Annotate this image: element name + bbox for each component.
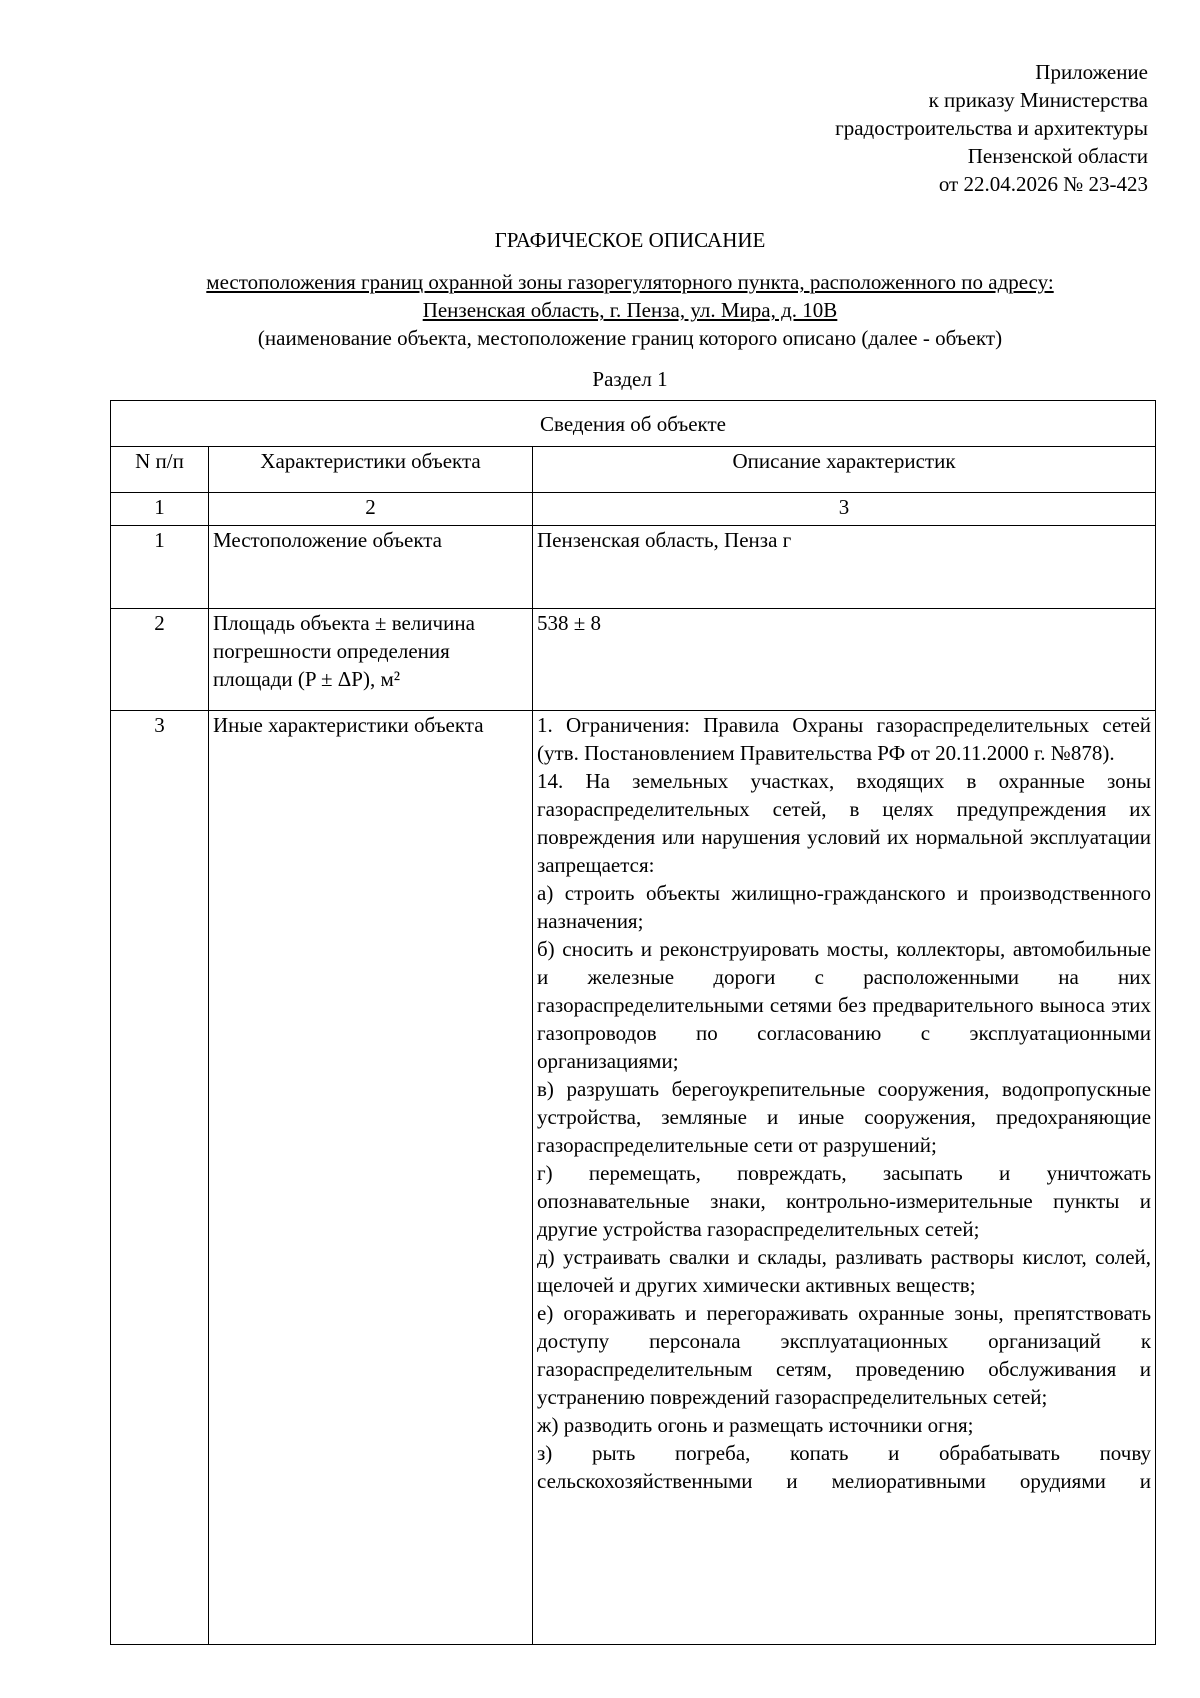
row-number: 2 bbox=[111, 609, 209, 711]
restrictions-description bbox=[533, 711, 1156, 1645]
header-characteristic: Характеристики объекта bbox=[209, 447, 533, 493]
restriction-item: г) перемещать, повреждать, засыпать и уничтожать опознавательные знаки, контрольно-измерительные пункты и другие устройства газораспределительных сетей; bbox=[537, 1161, 1152, 1241]
column-number-row bbox=[111, 493, 1156, 526]
object-name-line1: местоположения границ охранной зоны газорегуляторного пункта, расположенного по адресу: bbox=[206, 270, 1054, 294]
restriction-item: а) строить объекты жилищно-гражданского и производственного назначения; bbox=[537, 881, 1152, 933]
object-address: Пензенская область, г. Пенза, ул. Мира, д. 10В bbox=[422, 298, 838, 322]
row-characteristic: Иные характеристики объекта bbox=[209, 711, 533, 1645]
restriction-paragraph: 14. На земельных участках, входящих в охранные зоны газораспределительных сетей, в целях предупреждения их повреждения или нарушения условий их нормальной эксплуатации запрещается: bbox=[537, 769, 1152, 877]
appendix-line: Пензенской области bbox=[967, 144, 1148, 168]
appendix-block bbox=[628, 58, 1148, 198]
object-name-caption: (наименование объекта, местоположение границ которого описано (далее - объект) bbox=[257, 326, 1003, 350]
restriction-item: д) устраивать свалки и склады, разливать растворы кислот, солей, щелочей и других химически активных веществ; bbox=[537, 1245, 1152, 1297]
restriction-item: з) рыть погреба, копать и обрабатывать почву сельскохозяйственными и мелиоративными орудиями и bbox=[537, 1441, 1152, 1493]
restriction-item: в) разрушать берегоукрепительные сооружения, водопропускные устройства, земляные и иные сооружения, предохраняющие газораспределительные сети от разрушений; bbox=[537, 1077, 1152, 1157]
header-description: Описание характеристик bbox=[533, 447, 1156, 493]
row-characteristic: Площадь объекта ± величина погрешности определения площади (P ± ΔP), м² bbox=[209, 609, 533, 711]
object-name-block bbox=[0, 268, 1200, 352]
table-caption: Сведения об объекте bbox=[111, 401, 1156, 447]
section-title: Раздел 1 bbox=[592, 367, 668, 391]
restriction-item: е) огораживать и перегораживать охранные зоны, препятствовать доступу персонала эксплуатационных организаций к газораспределительным сетям, проведению обслуживания и устранению повреждений газораспределительных сетей; bbox=[537, 1301, 1152, 1409]
row-description: Пензенская область, Пенза г bbox=[533, 526, 1156, 609]
restriction-item: б) сносить и реконструировать мосты, коллекторы, автомобильные и железные дороги с расположенными на них газораспределительными сетями без предварительного выноса этих газопроводов по согласованию с эксплуатационными организациями; bbox=[537, 937, 1152, 1073]
object-info-table bbox=[110, 400, 1156, 1645]
table-row bbox=[111, 711, 1156, 1645]
appendix-line: Приложение bbox=[1035, 60, 1148, 84]
table-header-row bbox=[111, 447, 1156, 493]
document-title: ГРАФИЧЕСКОЕ ОПИСАНИЕ bbox=[494, 228, 766, 252]
column-number: 3 bbox=[533, 493, 1156, 526]
row-characteristic: Местоположение объекта bbox=[209, 526, 533, 609]
column-number: 2 bbox=[209, 493, 533, 526]
column-number: 1 bbox=[111, 493, 209, 526]
appendix-order-date: от 22.04.2026 № 23-423 bbox=[938, 172, 1148, 196]
appendix-line: к приказу Министерства bbox=[928, 88, 1148, 112]
row-number: 1 bbox=[111, 526, 209, 609]
table-row bbox=[111, 526, 1156, 609]
appendix-line: градостроительства и архитектуры bbox=[835, 116, 1148, 140]
restriction-paragraph: 1. Ограничения: Правила Охраны газораспределительных сетей (утв. Постановлением Правительства РФ от 20.11.2000 г. №878). bbox=[537, 713, 1152, 765]
table-row bbox=[111, 609, 1156, 711]
restriction-item: ж) разводить огонь и размещать источники огня; bbox=[537, 1413, 974, 1437]
header-num: N п/п bbox=[111, 447, 209, 493]
row-number: 3 bbox=[111, 711, 209, 1645]
row-description: 538 ± 8 bbox=[533, 609, 1156, 711]
